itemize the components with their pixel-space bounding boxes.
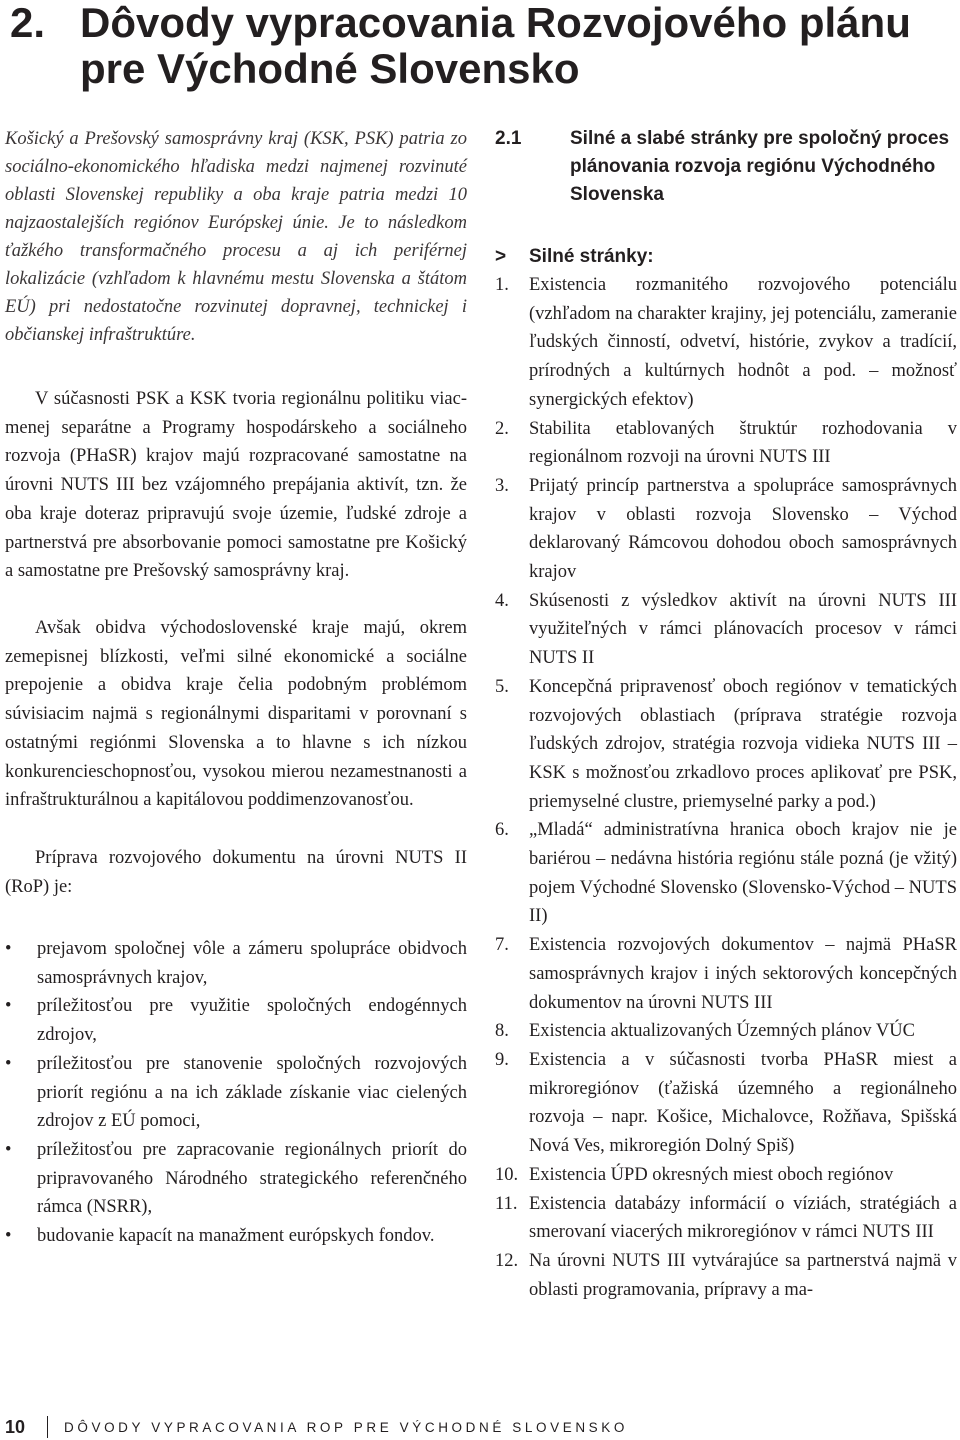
bullet-text: budovanie kapacít na manažment európskych fondov. — [37, 1226, 435, 1247]
section-number: 2.1 — [495, 128, 522, 149]
item-number: 6. — [495, 820, 509, 841]
item-text: Existencia ÚPD okresných miest oboch regiónov — [529, 1164, 894, 1185]
body-paragraph: Avšak obidva východoslovenské kraje majú, okrem zemepisnej blízkosti, veľmi silné ekonomické a sociálne prepojenie a obidva kraje čelia podobným problémom súvisiacim najmä s regionálnymi disparitami v porovnaní s ostatnými regiónmi Slovenska a to hlavne s ich nízkou konkurencieschopnosťou, vysokou mierou nezamestnanosti a infraštrukturálnou a kapitálovou poddimenzovanosťou. — [5, 618, 467, 811]
item-number: 1. — [495, 275, 509, 295]
bullet-text: príležitosťou pre stanovenie spoločných rozvojových priorít regiónu a na ich základe získanie viac cielených zdrojov z EÚ pomoci, — [37, 1053, 467, 1132]
bullet-item — [5, 1050, 467, 1136]
strength-item — [495, 931, 957, 1017]
item-number: 10. — [495, 1164, 519, 1185]
section-title: Silné a slabé stránky pre spoločný proces plánovania rozvoja regiónu Východného Slovenska — [570, 128, 950, 205]
bullet-list — [5, 935, 467, 1251]
strength-item — [495, 1161, 957, 1190]
bullet-item — [5, 1222, 467, 1251]
footer-divider — [47, 1416, 48, 1438]
strengths-heading — [495, 243, 955, 271]
item-number: 5. — [495, 676, 509, 697]
item-text: Existencia rozmanitého rozvojového potenciálu (vzhľadom na charakter krajiny, jej potenciálu, zameranie ľudských činností, odvetví, histórie, zvykov a tradícií, prírodných a kultúrnych hodnôt a pod. – možnosť synergických efektov) — [529, 275, 957, 410]
bullet-item — [5, 1136, 467, 1222]
bullet-item — [5, 992, 467, 1049]
section-heading — [495, 125, 955, 209]
item-text: Koncepčná pripravenosť oboch regiónov v tematických rozvojových oblastiach (príprava stratégie rozvoja ľudských zdrojov, stratégia rozvoja vidieka NUTS III – KSK s možnosťou zrkadlovo proces aplikovať pre PSK, priemyselné clustre, priemyselné parky a pod.) — [529, 676, 957, 812]
item-text: Existencia aktualizovaných Územných plánov VÚC — [529, 1021, 915, 1042]
strength-item — [495, 587, 957, 673]
item-text: Existencia a v súčasnosti tvorba PHaSR miest a mikroregiónov (ťažiská územného a regionálneho rozvoja – napr. Košice, Michalovce, Rožňava, Spišská Nová Ves, mikroregión Dolný Spiš) — [529, 1049, 957, 1157]
bullet-item — [5, 935, 467, 992]
page-heading — [10, 0, 950, 92]
item-text: Stabilita etablovaných štruktúr rozhodovania v regionálnom rozvoji na úrovni NUTS III — [529, 418, 957, 468]
item-number: 4. — [495, 590, 509, 611]
item-text: Existencia rozvojových dokumentov – najmä PHaSR samosprávnych krajov i iných sektorových koncepčných dokumentov na úrovni NUTS III — [529, 935, 957, 1013]
bullet-marker: • — [5, 1139, 12, 1160]
running-title: DÔVODY VYPRACOVANIA ROP PRE VÝCHODNÉ SLOVENSKO — [64, 1419, 628, 1435]
strengths-list — [495, 271, 957, 1304]
strength-item — [495, 1017, 957, 1046]
item-number: 12. — [495, 1250, 519, 1271]
heading-title-line-1: Dôvody vypracovania Rozvojového plánu — [80, 0, 911, 46]
bullet-marker: • — [5, 1226, 12, 1247]
strengths-title: Silné stránky: — [529, 246, 654, 267]
item-number: 2. — [495, 418, 509, 439]
bullet-text: prejavom spoločnej vôle a zámeru spolupráce obidvoch samosprávnych krajov, — [37, 939, 467, 988]
intro-paragraph: Košický a Prešovský samosprávny kraj (KSK, PSK) patria zo sociálno-ekonomického hľadiska medzi najmenej rozvinuté oblasti Slovenskej republiky a oba kraje patria medzi 10 najzaostalejších regiónov Európskej únie. Je to následkom ťažkého transformačného procesu a aj ich periférnej lokalizácie (vzhľadom k hlavnému mestu Slovenska a štátom EÚ) pri nedostatočne rozvinutej dopravnej, technickej i občianskej infraštruktúre. — [5, 129, 467, 345]
item-number: 8. — [495, 1021, 509, 1042]
strengths-marker: > — [495, 246, 507, 267]
body-paragraph: Príprava rozvojového dokumentu na úrovni NUTS II (RoP) je: — [5, 848, 467, 897]
strength-item — [495, 271, 957, 415]
strength-item — [495, 472, 957, 587]
item-number: 9. — [495, 1049, 509, 1070]
bullet-marker: • — [5, 939, 12, 959]
item-number: 7. — [495, 935, 509, 956]
bullet-text: príležitosťou pre zapracovanie regionálnych priorít do pripravovaného Národného strategického referenčného rámca (NSRR), — [37, 1139, 467, 1218]
item-text: Prijatý princíp partnerstva a spolupráce samosprávnych krajov v oblasti rozvoja Slovensko – Východ deklarovaný Rámcovou dohodou oboch samosprávnych krajov — [529, 475, 957, 583]
strength-item — [495, 1190, 957, 1247]
page-number: 10 — [5, 1416, 26, 1437]
strength-item — [495, 1247, 957, 1304]
strength-item — [495, 415, 957, 472]
heading-line-1 — [10, 0, 950, 46]
item-number: 11. — [495, 1193, 518, 1214]
strength-item — [495, 816, 957, 931]
bullet-marker: • — [5, 1053, 12, 1074]
item-text: Skúsenosti z výsledkov aktivít na úrovni NUTS III využiteľných v rámci plánovacích procesov v rámci NUTS II — [529, 590, 957, 669]
bullet-marker: • — [5, 996, 12, 1017]
heading-number: 2. — [10, 0, 46, 46]
body-paragraph: V súčasnosti PSK a KSK tvoria regionálnu politiku viac-menej separátne a Programy hospodárskeho a sociálneho rozvoja (PHaSR) krajov majú rozpracované samostatne na úrovni NUTS III bez vzájomného prepájania aktivít, tzn. že oba kraje doteraz pripravujú svoje územie, ľudské zdroje a partnerstvá pre absorbovanie pomoci samostatne pre Košický a samostatne pre Prešovský samosprávny kraj. — [5, 389, 467, 582]
heading-title-line-2: pre Východné Slovensko — [80, 45, 580, 92]
item-number: 3. — [495, 475, 509, 496]
bullet-text: príležitosťou pre využitie spoločných endogénnych zdrojov, — [37, 996, 467, 1046]
item-text: Existencia databázy informácií o víziách, stratégiách a smerovaní viacerých mikroregiónov v rámci NUTS III — [529, 1193, 957, 1243]
strength-item — [495, 673, 957, 817]
page-footer — [5, 1415, 955, 1439]
strength-item — [495, 1046, 957, 1161]
item-text: Na úrovni NUTS III vytvárajúce sa partnerstvá najmä v oblasti programovania, prípravy a ma- — [529, 1250, 957, 1300]
item-text: „Mladá“ administratívna hranica oboch krajov nie je bariérou – nedávna história regiónu stále pozná (je vžitý) pojem Východné Slovensko (Slovensko-Východ – NUTS II) — [529, 820, 957, 927]
